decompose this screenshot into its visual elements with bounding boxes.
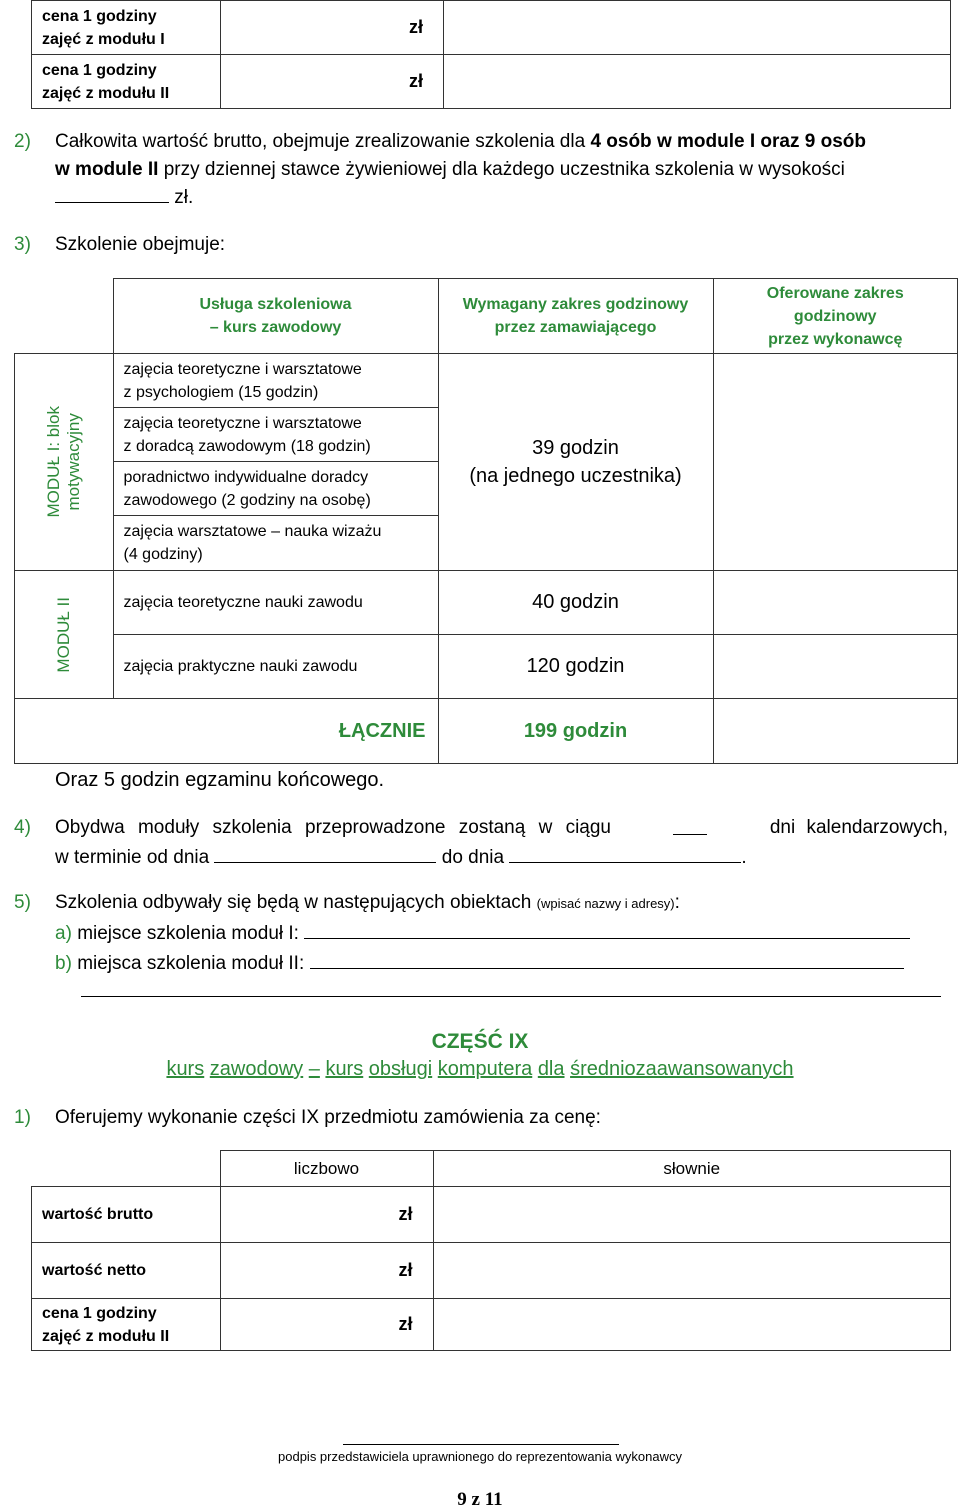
paragraph-text: Szkolenia odbywały się będą w następujących obiektach bbox=[55, 892, 532, 913]
currency-label: zł bbox=[398, 1204, 413, 1224]
module-item bbox=[113, 408, 438, 462]
paragraph-text: w terminie od dnia bbox=[55, 847, 210, 868]
exam-note: Oraz 5 godzin egzaminu końcowego. bbox=[55, 769, 385, 791]
date-from-field[interactable] bbox=[214, 842, 436, 863]
page-number: 9 z 11 bbox=[457, 1489, 503, 1510]
module-2-label: MODUŁ II bbox=[53, 596, 73, 673]
part-subtitle bbox=[0, 1058, 960, 1081]
total-hours: 199 godzin bbox=[438, 699, 713, 764]
amount-field[interactable] bbox=[220, 1299, 433, 1351]
paragraph-text: do dnia bbox=[441, 847, 505, 868]
paragraph-3 bbox=[14, 231, 225, 259]
header-cell: słownie bbox=[433, 1151, 951, 1187]
signature-line[interactable] bbox=[343, 1444, 619, 1445]
row-label-line: zajęć z modułu I bbox=[42, 30, 165, 48]
subtitle-word: średniozaawansowanych bbox=[570, 1058, 794, 1080]
module-1-label bbox=[44, 406, 84, 517]
header-line: przez wykonawcę bbox=[768, 330, 903, 348]
part-title: CZĘŚĆ IX bbox=[431, 1030, 529, 1053]
currency-label: zł bbox=[408, 17, 423, 37]
subtitle-word: komputera bbox=[437, 1058, 533, 1080]
location-module-1-field[interactable] bbox=[304, 918, 910, 939]
list-number: 3) bbox=[14, 234, 31, 255]
header-line: – kurs zawodowy bbox=[209, 319, 342, 336]
words-field[interactable] bbox=[433, 1299, 951, 1351]
paragraph-text: miejsce szkolenia moduł I: bbox=[77, 923, 299, 944]
offered-hours-field[interactable] bbox=[713, 354, 958, 571]
paragraph-text: . bbox=[741, 847, 747, 868]
module-label-line: motywacyjny bbox=[63, 413, 83, 511]
header-line: godzinowy bbox=[793, 307, 877, 325]
row-label bbox=[32, 1187, 221, 1243]
header-cell bbox=[713, 279, 958, 354]
module-item bbox=[113, 462, 438, 516]
row-label bbox=[32, 1, 221, 55]
training-table bbox=[14, 278, 958, 764]
words-field[interactable] bbox=[444, 1, 951, 55]
amount-field[interactable] bbox=[220, 1187, 433, 1243]
total-label: ŁĄCZNIE bbox=[338, 719, 426, 742]
header-line: Wymagany zakres godzinowy bbox=[462, 296, 689, 313]
total-label-cell bbox=[15, 699, 439, 764]
top-price-table bbox=[31, 0, 951, 109]
required-hours: 40 godzin bbox=[438, 571, 713, 635]
signature-caption: podpis przedstawiciela uprawnionego do reprezentowania wykonawcy bbox=[278, 1449, 682, 1464]
amount-field[interactable] bbox=[220, 1243, 433, 1299]
module-label-line: MODUŁ I: blok bbox=[43, 406, 63, 518]
header-cell bbox=[113, 279, 438, 354]
module-item-line: zajęcia teoretyczne i warsztatowe bbox=[123, 414, 362, 432]
required-hours: 120 godzin bbox=[438, 635, 713, 699]
header-cell bbox=[438, 279, 713, 354]
row-label-line: wartość brutto bbox=[42, 1206, 154, 1223]
row-label bbox=[32, 1243, 221, 1299]
row-label-line: zajęć z modułu II bbox=[42, 1327, 170, 1345]
paragraph-text: : bbox=[674, 892, 680, 913]
paragraph-text: Oferujemy wykonanie części IX przedmiotu zamówienia za cenę: bbox=[55, 1107, 601, 1128]
amount-field[interactable] bbox=[221, 55, 444, 109]
module-item bbox=[113, 354, 438, 408]
list-number: 5) bbox=[14, 892, 31, 913]
row-label-line: cena 1 godziny bbox=[42, 1304, 157, 1322]
subtitle-word: dla bbox=[537, 1058, 565, 1080]
header-cell bbox=[15, 279, 114, 354]
blank-field[interactable] bbox=[55, 184, 169, 203]
paragraph-bold: 4 osób w module I oraz 9 osób bbox=[590, 131, 866, 152]
sub-list-letter: b) bbox=[55, 953, 72, 974]
currency-label: zł bbox=[408, 71, 423, 91]
paragraph-text: dni kalendarzowych, bbox=[769, 817, 948, 838]
required-hours: 39 godzin bbox=[532, 437, 619, 459]
currency-label: zł bbox=[398, 1314, 413, 1334]
date-to-field[interactable] bbox=[509, 842, 741, 863]
words-field[interactable] bbox=[433, 1243, 951, 1299]
header-cell: liczbowo bbox=[220, 1151, 433, 1187]
module-item-line: z doradcą zawodowym (18 godzin) bbox=[123, 437, 371, 455]
subtitle-word: zawodowy bbox=[209, 1058, 304, 1080]
row-label bbox=[32, 55, 221, 109]
subtitle-word: kurs bbox=[166, 1058, 205, 1080]
paragraph-text: Obydwa moduły szkolenia przeprowadzone zostaną w ciągu bbox=[55, 817, 611, 838]
row-label-line: zajęć z modułu II bbox=[42, 84, 170, 102]
module-item-line: zawodowego (2 godziny na osobę) bbox=[123, 491, 371, 509]
header-line: przez zamawiającego bbox=[494, 319, 657, 336]
header-line: Oferowane zakres bbox=[766, 284, 904, 302]
module-2-label-cell bbox=[15, 571, 114, 699]
paragraph-2 bbox=[14, 128, 948, 212]
offered-total-field[interactable] bbox=[713, 699, 958, 764]
paragraph-text: Szkolenie obejmuje: bbox=[55, 234, 226, 255]
paragraph-4 bbox=[14, 814, 948, 872]
paragraph-bold: w module II bbox=[55, 159, 159, 180]
module-item-line: z psychologiem (15 godzin) bbox=[123, 383, 319, 401]
module-item-line: poradnictwo indywidualne doradcy bbox=[123, 468, 369, 486]
subtitle-word: obsługi bbox=[368, 1058, 433, 1080]
amount-field[interactable] bbox=[221, 1, 444, 55]
location-module-2-field[interactable] bbox=[310, 948, 904, 969]
location-module-2-field-continued[interactable] bbox=[81, 976, 941, 997]
module-item: zajęcia praktyczne nauki zawodu bbox=[113, 635, 438, 699]
currency-label: zł bbox=[398, 1260, 413, 1280]
price-table bbox=[31, 1150, 951, 1351]
module-item: zajęcia teoretyczne nauki zawodu bbox=[113, 571, 438, 635]
words-field[interactable] bbox=[433, 1187, 951, 1243]
list-number: 4) bbox=[14, 817, 31, 838]
module-1-label-cell bbox=[15, 354, 114, 571]
paragraph-text: Całkowita wartość brutto, obejmuje zrealizowanie szkolenia dla bbox=[55, 131, 591, 152]
header-line: Usługa szkoleniowa bbox=[199, 296, 352, 313]
paragraph-5 bbox=[14, 889, 948, 978]
words-field[interactable] bbox=[444, 55, 951, 109]
module-item bbox=[113, 516, 438, 571]
row-label-line: cena 1 godziny bbox=[42, 61, 157, 79]
required-hours-cell bbox=[438, 354, 713, 571]
paragraph-small-text: (wpisać nazwy i adresy) bbox=[536, 896, 675, 911]
header-empty-cell bbox=[32, 1151, 221, 1187]
row-label-line: cena 1 godziny bbox=[42, 7, 157, 25]
list-number: 1) bbox=[14, 1107, 31, 1128]
paragraph-text: zł. bbox=[174, 187, 194, 208]
row-label-line: wartość netto bbox=[42, 1262, 147, 1279]
days-field[interactable] bbox=[673, 814, 707, 835]
subtitle-word: – bbox=[308, 1058, 320, 1080]
row-label bbox=[32, 1299, 221, 1351]
paragraph-text: miejsca szkolenia moduł II: bbox=[77, 953, 305, 974]
paragraph-1 bbox=[14, 1104, 601, 1132]
list-number: 2) bbox=[14, 131, 31, 152]
module-item-line: (4 godziny) bbox=[123, 546, 203, 563]
offered-hours-field[interactable] bbox=[713, 635, 958, 699]
paragraph-text: przy dziennej stawce żywieniowej dla każdego uczestnika szkolenia w wysokości bbox=[158, 159, 845, 180]
offered-hours-field[interactable] bbox=[713, 571, 958, 635]
module-item-line: zajęcia teoretyczne i warsztatowe bbox=[123, 360, 362, 378]
module-item-line: zajęcia warsztatowe – nauka wizażu bbox=[123, 523, 382, 540]
required-hours-note: (na jednego uczestnika) bbox=[469, 465, 682, 487]
subtitle-word: kurs bbox=[325, 1058, 364, 1080]
sub-list-letter: a) bbox=[55, 923, 72, 944]
